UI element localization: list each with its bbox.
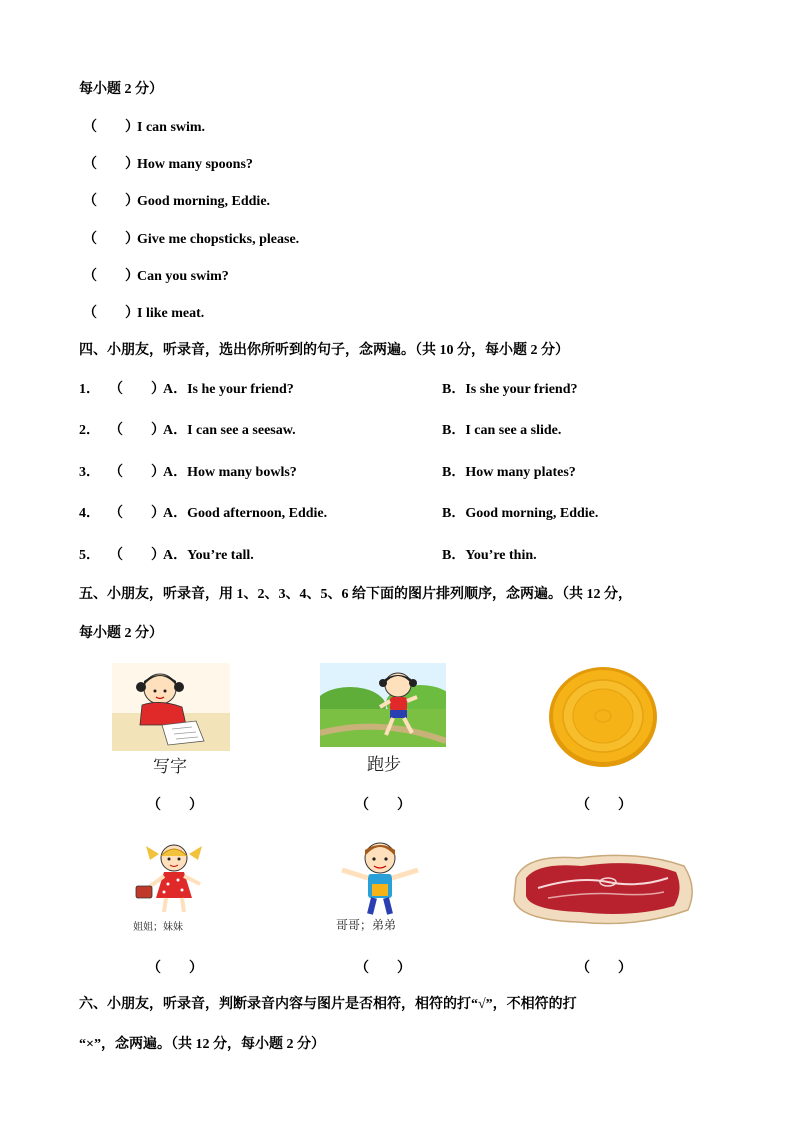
girl-writing-picture bbox=[112, 663, 230, 751]
option-b: B．Is she your friend? bbox=[442, 382, 578, 397]
item-text: How many spoons? bbox=[137, 157, 253, 172]
question-number: 3． bbox=[79, 465, 100, 480]
answer-blank[interactable]: （ ） bbox=[109, 423, 165, 438]
picture-label: 跑步 bbox=[367, 755, 401, 775]
list-item bbox=[83, 153, 253, 173]
question-row bbox=[79, 378, 294, 398]
answer-blank[interactable]: （ ） bbox=[355, 798, 411, 813]
question-row bbox=[79, 544, 254, 564]
list-item bbox=[83, 116, 205, 136]
sister-picture bbox=[128, 840, 218, 918]
picture-label: 姐姐；妹妹 bbox=[133, 922, 183, 933]
list-item bbox=[83, 302, 204, 322]
question-number: 5． bbox=[79, 548, 100, 563]
item-text: Give me chopsticks, please. bbox=[137, 232, 300, 247]
answer-blank[interactable]: （ ） bbox=[147, 798, 203, 813]
question-row bbox=[79, 419, 296, 439]
answer-blank[interactable]: （ ） bbox=[109, 465, 165, 480]
option-b: B．You’re thin. bbox=[442, 548, 537, 563]
girl-running-picture bbox=[320, 663, 446, 747]
list-item bbox=[83, 265, 229, 285]
list-item bbox=[83, 228, 299, 248]
option-b: B．Good morning, Eddie. bbox=[442, 506, 599, 521]
answer-blank[interactable]: （ ） bbox=[355, 961, 411, 976]
option-a: A．Is he your friend? bbox=[163, 382, 294, 397]
section6-heading-continued: “×”，念两遍。（共 12 分，每小题 2 分） bbox=[79, 1037, 325, 1052]
answer-blank[interactable]: （ ） bbox=[576, 798, 632, 813]
section4-heading: 四、小朋友，听录音，选出你所听到的句子，念两遍。（共 10 分，每小题 2 分） bbox=[79, 343, 569, 358]
question-row bbox=[79, 502, 327, 522]
plate-picture bbox=[547, 664, 659, 768]
picture-label: 写字 bbox=[153, 757, 187, 777]
option-a: A．How many bowls? bbox=[163, 465, 297, 480]
meat-picture bbox=[508, 848, 696, 928]
section5-heading: 五、小朋友，听录音，用 1、2、3、4、5、6 给下面的图片排列顺序，念两遍。（共 12 分， bbox=[79, 587, 632, 602]
item-text: Good morning, Eddie. bbox=[137, 194, 271, 209]
option-a: A．I can see a seesaw. bbox=[163, 423, 296, 438]
answer-blank[interactable]: （ ） bbox=[109, 506, 165, 521]
section6-heading: 六、小朋友，听录音，判断录音内容与图片是否相符，相符的打“√”，不相符的打 bbox=[79, 997, 577, 1012]
answer-blank[interactable]: （ ） bbox=[83, 306, 139, 321]
brother-picture bbox=[328, 838, 432, 918]
item-text: Can you swim? bbox=[137, 269, 229, 284]
answer-blank[interactable]: （ ） bbox=[83, 194, 139, 209]
item-text: I can swim. bbox=[137, 120, 206, 135]
section5-heading-continued: 每小题 2 分） bbox=[79, 626, 163, 641]
answer-blank[interactable]: （ ） bbox=[83, 232, 139, 247]
answer-blank[interactable]: （ ） bbox=[576, 961, 632, 976]
answer-blank[interactable]: （ ） bbox=[83, 269, 139, 284]
picture-label: 哥哥；弟弟 bbox=[336, 918, 397, 932]
list-item bbox=[83, 190, 270, 210]
question-number: 1． bbox=[79, 382, 100, 397]
question-number: 4． bbox=[79, 506, 100, 521]
option-b: B．I can see a slide. bbox=[442, 423, 562, 438]
question-number: 2． bbox=[79, 423, 100, 438]
option-a: A．Good afternoon, Eddie. bbox=[163, 506, 328, 521]
answer-blank[interactable]: （ ） bbox=[109, 548, 165, 563]
previous-section-tail: 每小题 2 分） bbox=[79, 82, 163, 97]
answer-blank[interactable]: （ ） bbox=[83, 120, 139, 135]
answer-blank[interactable]: （ ） bbox=[83, 157, 139, 172]
answer-blank[interactable]: （ ） bbox=[109, 382, 165, 397]
item-text: I like meat. bbox=[137, 306, 205, 321]
option-a: A．You’re tall. bbox=[163, 548, 254, 563]
question-row bbox=[79, 461, 297, 481]
answer-blank[interactable]: （ ） bbox=[147, 961, 203, 976]
option-b: B．How many plates? bbox=[442, 465, 576, 480]
